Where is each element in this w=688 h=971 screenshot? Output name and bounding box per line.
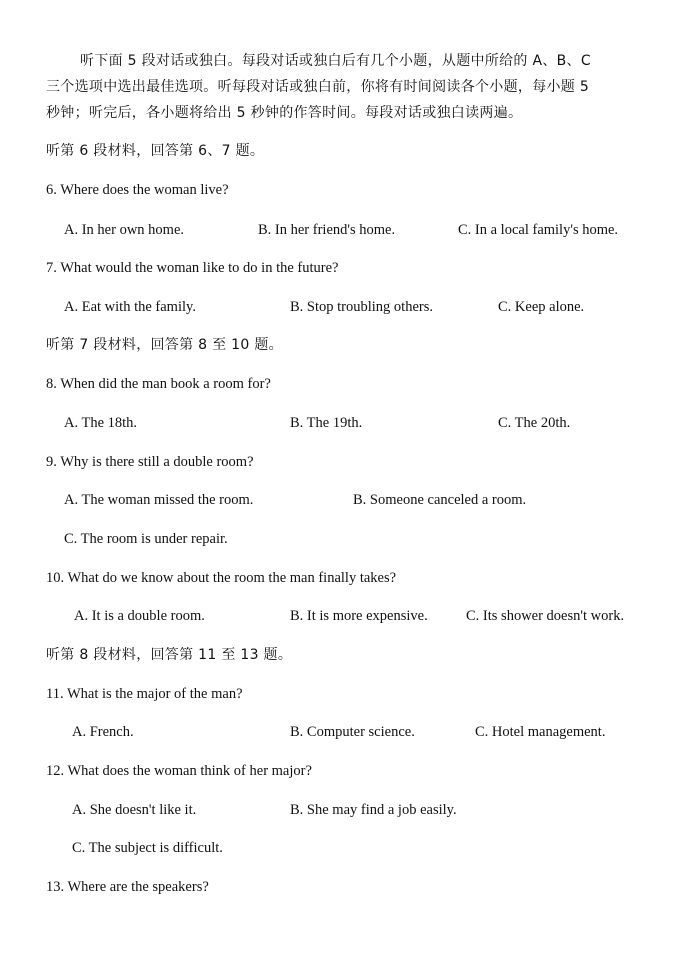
question-9-option-b: B. Someone canceled a room.	[353, 492, 527, 508]
question-8-option-c: C. The 20th.	[498, 415, 571, 431]
question-10-stem: 10. What do we know about the room the man finally takes?	[46, 570, 397, 586]
question-8-option-a: A. The 18th.	[64, 415, 138, 431]
question-6-option-b: B. In her friend's home.	[258, 222, 396, 238]
instructions-line-3: 秒钟；听完后，各小题将给出 5 秒钟的作答时间。每段对话或独白读两遍。	[46, 105, 523, 121]
question-7-option-c: C. Keep alone.	[498, 299, 585, 315]
section-heading-8: 听第 8 段材料，回答第 11 至 13 题。	[46, 647, 293, 663]
question-10-option-a: A. It is a double room.	[74, 608, 205, 624]
question-10-option-c: C. Its shower doesn't work.	[466, 608, 625, 624]
question-12-option-a: A. She doesn't like it.	[72, 802, 197, 818]
question-6-option-a: A. In her own home.	[64, 222, 185, 238]
question-9-option-a: A. The woman missed the room.	[64, 492, 254, 508]
question-9-stem: 9. Why is there still a double room?	[46, 454, 254, 470]
question-7-option-b: B. Stop troubling others.	[290, 299, 433, 315]
instructions-line-1: 听下面 5 段对话或独白。每段对话或独白后有几个小题，从题中所给的 A、B、C	[80, 53, 591, 69]
question-11-option-a: A. French.	[72, 724, 134, 740]
question-6-stem: 6. Where does the woman live?	[46, 182, 229, 198]
section-heading-7: 听第 7 段材料，回答第 8 至 10 题。	[46, 337, 283, 353]
question-11-option-c: C. Hotel management.	[475, 724, 606, 740]
question-8-stem: 8. When did the man book a room for?	[46, 376, 271, 392]
question-12-option-b: B. She may find a job easily.	[290, 802, 457, 818]
question-10-option-b: B. It is more expensive.	[290, 608, 428, 624]
question-13-stem: 13. Where are the speakers?	[46, 879, 209, 895]
question-11-stem: 11. What is the major of the man?	[46, 686, 243, 702]
question-11-option-b: B. Computer science.	[290, 724, 415, 740]
question-8-option-b: B. The 19th.	[290, 415, 363, 431]
question-9-option-c: C. The room is under repair.	[64, 531, 228, 547]
question-6-option-c: C. In a local family's home.	[458, 222, 619, 238]
question-12-stem: 12. What does the woman think of her major?	[46, 763, 312, 779]
question-12-option-c: C. The subject is difficult.	[72, 840, 223, 856]
instructions-line-2: 三个选项中选出最佳选项。听每段对话或独白前，你将有时间阅读各个小题，每小题 5	[46, 79, 590, 95]
question-7-option-a: A. Eat with the family.	[64, 299, 196, 315]
section-heading-6: 听第 6 段材料，回答第 6、7 题。	[46, 143, 265, 159]
question-7-stem: 7. What would the woman like to do in the future?	[46, 260, 339, 276]
